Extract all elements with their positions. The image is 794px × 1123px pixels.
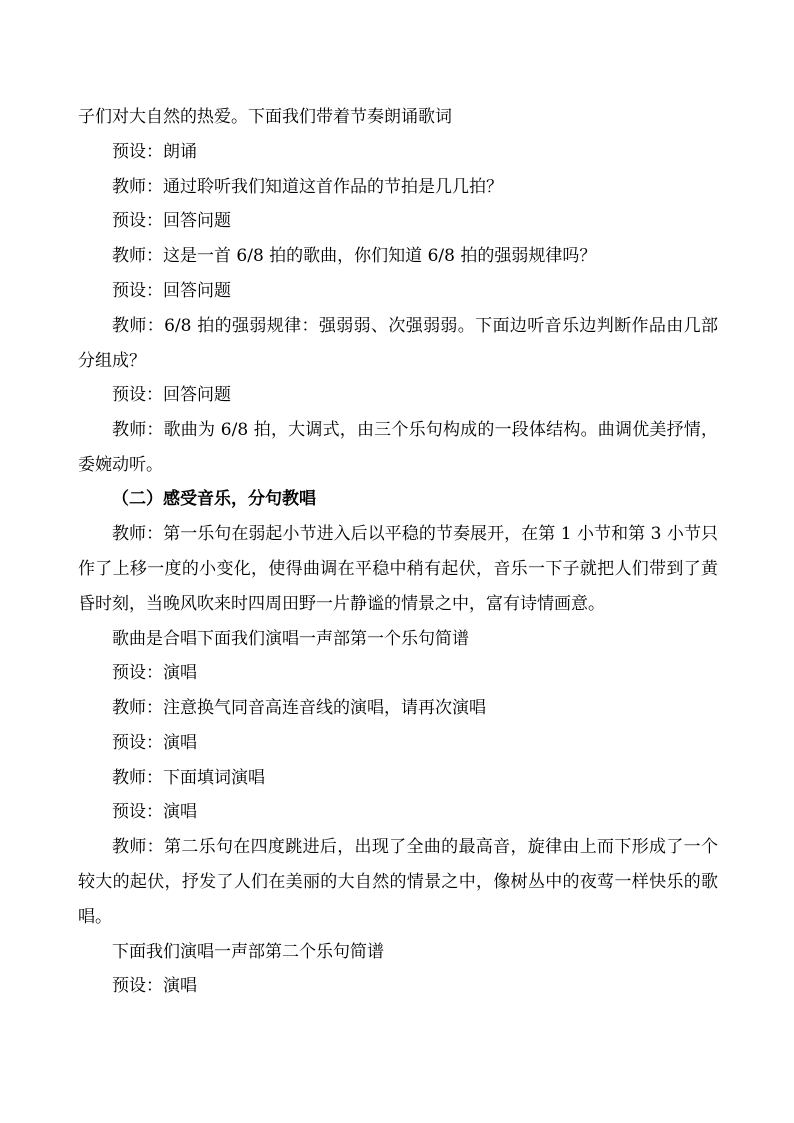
paragraph-15: 预设：演唱 xyxy=(112,733,197,753)
paragraph-18: 教师：第二乐句在四度跳进后，出现了全曲的最高音，旋律由上而下形成了一个较大的起伏，抒发了人们在美丽的大自然的情景之中，像树丛中的夜莺一样快乐的歌唱。 xyxy=(78,837,718,927)
paragraph-11: 教师：第一乐句在弱起小节进入后以平稳的节奏展开，在第 1 小节和第 3 小节只作了上移一度的小变化，使得曲调在平稳中稍有起伏，音乐一下子就把人们带到了黄昏时刻，当晚风吹来时四周田野一片静谧的情景之中，富有诗情画意。 xyxy=(78,524,718,614)
paragraph-2: 预设：朗诵 xyxy=(112,142,197,162)
paragraph-9: 教师：歌曲为 6/8 拍，大调式，由三个乐句构成的一段体结构。曲调优美抒情，委婉动听。 xyxy=(78,420,718,475)
paragraph-6: 预设：回答问题 xyxy=(112,281,231,301)
paragraph-8: 预设：回答问题 xyxy=(112,385,231,405)
paragraph-19: 下面我们演唱一声部第二个乐句简谱 xyxy=(112,942,384,962)
paragraph-7: 教师：6/8 拍的强弱规律：强弱弱、次强弱弱。下面边听音乐边判断作品由几部分组成？ xyxy=(78,316,718,371)
paragraph-12: 歌曲是合唱下面我们演唱一声部第一个乐句简谱 xyxy=(112,629,469,649)
paragraph-20: 预设：演唱 xyxy=(112,976,197,996)
paragraph-16: 教师：下面填词演唱 xyxy=(112,768,265,788)
paragraph-14: 教师：注意换气同音高连音线的演唱，请再次演唱 xyxy=(112,698,486,718)
section-heading: （二）感受音乐，分句教唱 xyxy=(112,489,316,509)
paragraph-13: 预设：演唱 xyxy=(112,663,197,683)
paragraph-1: 子们对大自然的热爱。下面我们带着节奏朗诵歌词 xyxy=(78,107,452,127)
paragraph-5: 教师：这是一首 6/8 拍的歌曲，你们知道 6/8 拍的强弱规律吗？ xyxy=(112,246,597,266)
paragraph-4: 预设：回答问题 xyxy=(112,211,231,231)
paragraph-3: 教师：通过聆听我们知道这首作品的节拍是几几拍？ xyxy=(112,177,503,197)
paragraph-17: 预设：演唱 xyxy=(112,802,197,822)
